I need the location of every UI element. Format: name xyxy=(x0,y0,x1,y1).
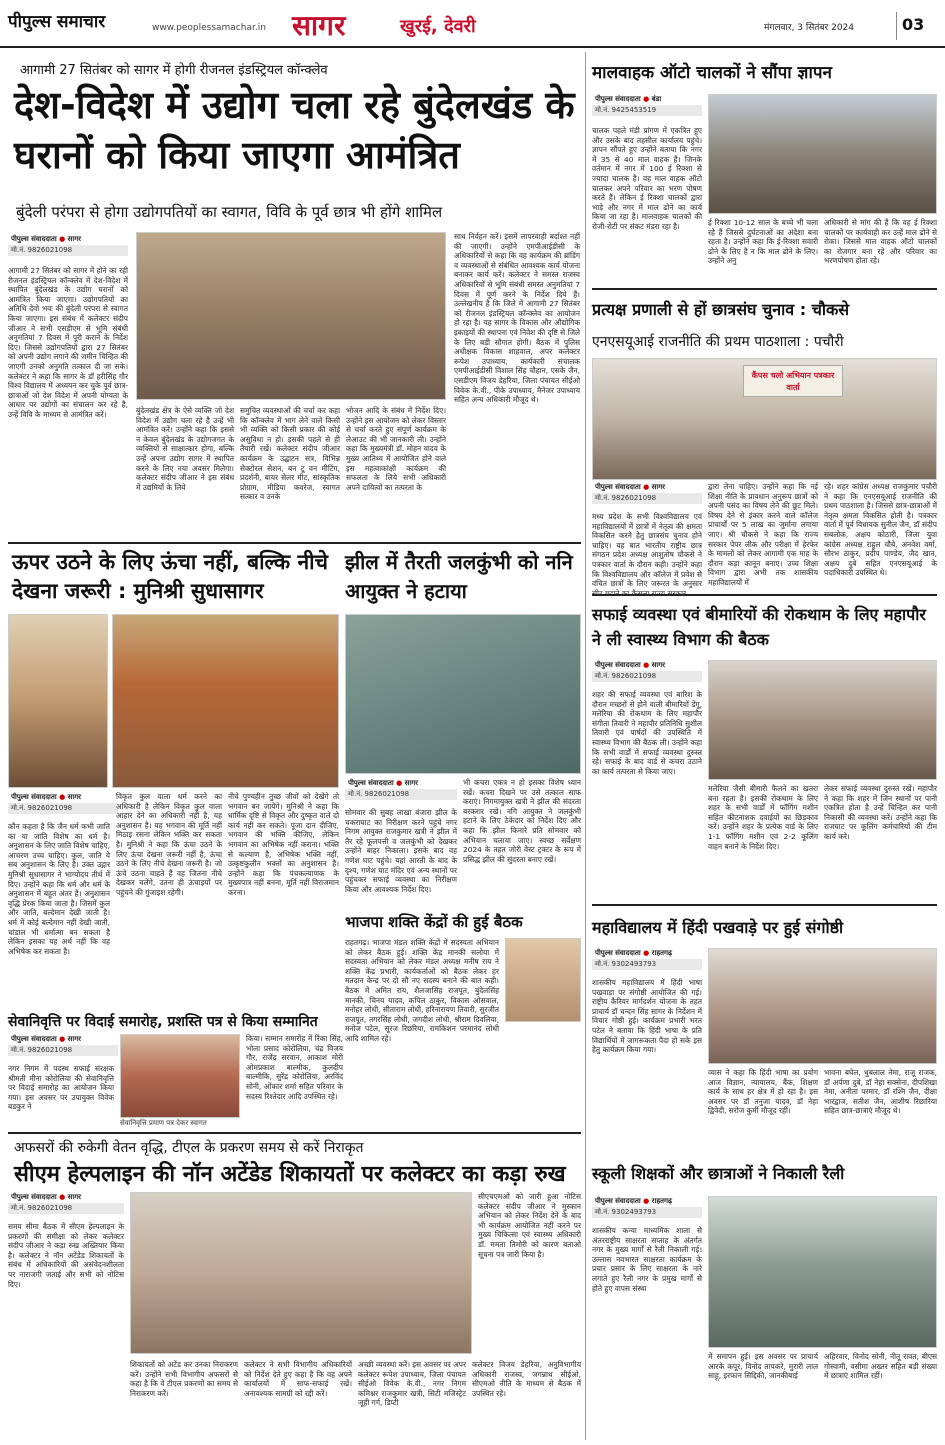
story-column-1: शासकीय महाविद्यालय में हिंदी भाषा पखवाड़ा पर संगोष्ठी आयोजित की गई। राष्ट्रीय कैरियर मार्गदर्शन योजना के तहत प्राचार्य डॉ चन्दन सिंह सागर के निर्देशन में विचार गोष्ठी हुई। कार्यक्रम प्रभारी भरत पटेल ने बताया कि हिंदी भाषा के प्रति विद्यार्थियों में जागरूकता पैदा हो सके इस हेतु कार्यक्रम किया गया। xyxy=(592,978,705,1055)
story-headline: सीएम हेल्पलाइन की नॉन अटेंडेड शिकायतों पर कलेक्टर का कड़ा रुख xyxy=(14,1162,566,1187)
story-column-3: भावना बघेल, धुबलाल नेमा, राजू राजक, डॉ अर्पणा दुबे, डॉ नेहा सक्सेना, दीपशिखा नेमा, अनीता परमार, डॉ रश्मि जैन, दीक्षा भारद्वाज, सतीश जैन, आशीष रिछारिया सहित छात्र-छात्राएं मौजूद थे। xyxy=(824,1068,940,1116)
story-headline: मालवाहक ऑटो चालकों ने सौंपा ज्ञापन xyxy=(592,63,832,83)
byline-place: राहतगढ़ xyxy=(651,949,672,957)
page-number-box xyxy=(896,12,926,40)
seminar-photo xyxy=(708,948,937,1064)
story-subhead: बुंदेली परंपरा से होगा उद्योगपतियों का स्वागत, विवि के पूर्व छात्र भी होंगे शामिल xyxy=(16,203,443,221)
story-column-2: शिकायतों को अटेंड कर उनका निराकरण करें। उन्होंने सभी विभागीय अफसरों से कहा है कि वे टीएल प्रकरणों का समय से निराकरण करें। xyxy=(130,1360,241,1398)
story-hindi-seminar xyxy=(592,908,940,1154)
story-column-2: भी कचरा एकत्र न हो इसका विशेष ध्यान रखें। कचरा दिखने पर उसे तत्काल साफ कराएं। निगमायुक्त खत्री ने झील की संदरता बरकरार रखे। नगि आयुक्त ने जलकुंभी हटाने के लिए ठेकेदार को निर्देश दिए और कहा कि झील किनारे प्रति सोमवार को अभियान चलाया जाए। स्वच्छ सर्वेक्षण 2024 के तहत जोरी वेस्ट ट्रक्टर के रूप में प्रसिद्ध झील की सुंदरता बनाए रखें। xyxy=(463,778,584,864)
byline: पीपुल्स संवाददाता xyxy=(11,793,57,801)
story-column-5: कलेक्टर विजय डेहरिया, अनुविभागीय अधिकारी राजस्व, जगन्नाथ सीईओ, सीएमओ नीति के माध्यम से बैठक में उपस्थित रहे। xyxy=(472,1360,584,1398)
story-text: राहतगढ़। भाजपा मंडल शक्ति केंद्रों में सदस्यता अभियान को लेकर बैठक हुई। शक्ति केंद्र मानकी सलोया में सदस्यता अभियान को लेकर मंडल अध्यक्ष मनीष राय ने शक्ति केंद्र प्रभारी, कार्यकर्ताओं को बैठक लेकर हर मतदान केन्द्र पर दो सौ नए सदस्य बनाने की बात कही। बैठक में अमित राय, शैलजासिंह राजपूत, बुंदेलसिंह मानकी, चिनय यादव, कपिल ठाकुर, विकास ओसवाल, मनोहर लोधी, सीताराम लोधी, हरिनारायण तिवारी, सुरजीत राजपूत, तगरसिंह लोधी, जगदीश लोधी, श्रीराम दिवलिया, मनोज पटेल, सूरज रिछरिया, रामकिशन परमानंद लोधी आदि शामिल रहे। xyxy=(345,938,502,1043)
story-mayor-meeting xyxy=(592,598,940,902)
byline-row: पीपुल्स संवाददाता ● सागर मो.नं. 9826021098 xyxy=(8,792,118,820)
story-column-1: शहर की सफाई व्यवस्था एवं बारिश के दौरान मच्छरों से होने वाली बीमारियों डेंगू, मलेरिया की रोकथाम के लिए महापौर संगीता तिवारी ने महापौर प्रतिनिधि सुशील तिवारी एवं पार्षदों की उपस्थिति में स्वास्थ्य विभाग की बैठक ली। उन्होंने कहा कि सभी वार्डों में सफाई व्यवस्था दुरुस्त रहे। सफाई के बाद वार्ड से कचरा उठाने का कार्य तत्परता से किया जाए। xyxy=(592,690,705,776)
section-rule xyxy=(592,288,937,290)
photo-caption: सेवानिवृत्ति प्रमाण पत्र देकर स्वागत xyxy=(120,1119,207,1127)
lake-photo xyxy=(345,614,581,774)
campaign-banner: कैंपस चलो अभियान पत्रकार वार्ता xyxy=(743,365,843,397)
byline-place: बंडा xyxy=(651,95,662,103)
story-auto-drivers xyxy=(592,54,940,286)
column-divider xyxy=(585,52,586,1440)
byline-place: सागर xyxy=(651,661,666,669)
mobile-number: मो.नं. 9826021098 xyxy=(8,803,118,814)
byline-place: सागर xyxy=(67,235,82,243)
story-column-1: सोमवार की सुबह लाखा बंजारा झील के चकराघाट का निरीक्षण करने पहुंचे नगर निगम आयुक्त राजकुमार खत्री ने झील में तैर रहे फूलपत्ती व जलकुंभी को देखकर उन्होंने बाहर निकाला। इसके बाद वह गणेश घाट पहुंचे। यहां आरती के बाद के दृश्य, गणेश घाट मंदिर एवं अन्य स्थानों पर पहुंचकर सफाई व्यवस्था का निरीक्षण किया और आवश्यक निर्देश दिए। xyxy=(345,808,460,894)
story-munishri xyxy=(8,546,342,1008)
byline-row: पीपुल्स संवाददाता ● सागर मो.नं. 9826021098 xyxy=(8,1034,118,1062)
story-retirement xyxy=(8,1010,346,1130)
byline: पीपुल्स संवाददाता xyxy=(595,95,641,103)
mobile-number: मो.नं. 9826021098 xyxy=(8,1045,118,1056)
story-cm-helpline xyxy=(8,1136,584,1440)
story-column-2: व्यास ने कहा कि हिंदी भाषा का प्रयोग आज विज्ञान, न्यायालय, बैंक, शिक्षण कार्य के साथ हर क्षेत्र में हो रहा है। इस अवसर पर डॉ तनुजा यादव, डॉ नेहा द्विवेदी, सरोज कुर्मी मौजूद रहीं। xyxy=(708,1068,821,1116)
byline-row: पीपुल्स संवाददाता ● सागर मो.नं. 9826021098 xyxy=(8,234,128,262)
mobile-number: मो.नं. 9826021098 xyxy=(345,789,457,800)
story-column-3: अहिरवार, विनोद सोनी, नीतू रावत, बीएस गोस्वामी, वसीमा अख्तर सहित बड़ी संख्या में छात्राएं शामिल रहीं। xyxy=(824,1352,940,1381)
city-title: सागर xyxy=(292,9,346,42)
story-column-2: विकृत कुल वाला धर्म करने का अधिकारी है लेकिन विकृत कुल वाला आहार देने का अधिकारी नहीं है, यह अनुशासन है। यह भगवान की मूर्ति नहीं मिठाइ रसना लेकिन भक्ति कर सकता है। मुनिश्री ने कहा कि ऊंचा उठने के लिए ऊंचा देखना जरूरी नहीं है, ऊंचा उठने के लिए नीचे देखना जरूरी है। जो ऊंचे उठना चाहते हैं वह जितना नीचे देखकर चलेंगे, उतना ही ऊंचाइयों पर पहुंचने की गुंजाइश रहेगी। xyxy=(116,792,225,897)
story-column-1: मध्य प्रदेश के सभी विश्वविद्यालय एवं महाविद्यालयों में छात्रों में नेतृत्व की क्षमता विकसित करने हेतु छात्रसंघ चुनाव होने चाहिए। यह बात भारतीय राष्ट्रीय छात्र संगठन प्रदेश अध्यक्ष आशुतोष चौकसे ने पत्रकार वार्ता के दौरान कही। उन्होंने कहा कि विश्वविद्यालय और कॉलेज में प्रवेश से वंचित छात्रों के लिए जरूरत के अनुसार xyxy=(592,512,702,589)
section-rule xyxy=(592,594,937,596)
story-column-2: किया। सम्मान समारोह में रिंका सिंह, भोला प्रसाद कोरोलिया, चंद्र विजय गौर, राजेंद्र सरवान, आकाश मोरी ओमप्रकाश बाल्मीक, कुलदीप बाल्मीकि, सुरेंद्र कोरोलिया, अरविंद सोनी, ओंकार शर्मा सहित परिवार के सदस्य रिश्तेदार आदि उपस्थित रहे। xyxy=(246,1034,346,1101)
mobile-number: मो.नं. 9826021098 xyxy=(8,1203,124,1214)
story-column-2: ई रिक्शा 10-12 साल के बच्चे भी चला रहे हैं जिससे दुर्घटनाओं का अंदेशा बना रहता है। उन्होंने कहा कि ई-रिक्शा सवारी ढोने के लिए है न कि माल ढोने के लिए। उन्होंने अनु xyxy=(708,218,821,266)
press-conference-photo xyxy=(592,358,937,480)
bjp-photo xyxy=(505,938,581,1022)
byline-place: सागर xyxy=(67,1193,82,1201)
byline-place: सागर xyxy=(404,779,419,787)
story-column-1: नगर निगम में पदस्थ सफाई संरक्षक श्रीमती मीना कोरोलिया की सेवानिवृत्ति पर विदाई समारोह का आयोजन किया गया। इस अवसर पर उपायुक्त विवेक बडकुर ने xyxy=(8,1064,117,1112)
story-column-1: आगामी 27 सितंबर को सागर में होने का रही रीजनल इंडस्ट्रियल कॉन्क्लेव में देश-विदेश में स्थापित बुंदेलखंड के उद्योग घरानों को आमंत्रित किया जाएगा। उद्योगपतियों का अतिथि देवो भवः की बुंदेली परंपरा से स्वागत किया जाएगा। इस संबंध में कलेक्टर संदीप जीआर ने सभी एसडीएम से भूमि संबंधी अनुमतियां 7 दिवस में पूरी कराने के निर्देश दिए। जिससे उद्योगपतियों द्वारा 27 सितंबर को अपनी उद्योग लगाने की जमीन चिन्हित की जाएगी उनको अनुमति तत्काल दी जा सके। कलेक्टर ने कहा कि सागर के डॉ हरीसिंह गौर विश्व विद्यालय में अध्ययन कर चुके पूर्व छात्र-छात्राओं जो देश विदेश में अपनी योग्यता के आधार पर उद्योगों का संचालन कर रहे है, उन्हें विवि के माध्यम से आमंत्रित करें। xyxy=(8,266,131,419)
story-column-5: साथ निर्वहन करें। इसमें लापरवाही बर्दाश्त नहीं की जाएगी। उन्होंने एमपीआईडीसी के अधिकारियों से कहा कि वह कार्यक्रम की ब्रांडिंग व व्यवस्थाओं से संबंधित आवश्यक कार्य योजना बनाकर कार्य करें। कलेक्टर ने समस्त राजस्व अधिकारियों से भूमि संबंधी समस्त अनुमतियां 7 दिवस में पूर्ण करने के निर्देश दिये हैं। उल्लेखनीय है कि जिले में आगामी 27 सितंबर को रीजनल इंडस्ट्रियल कॉन्क्लेव का आयोजन हो रहा है। यह सागर के विकास और औद्योगिक इकाइयों की स्थापना एवं निवेश की दृष्टि से जिले के लिए बड़ी सौगात होगी। बैठक में पुलिस अधीक्षक विकास शाहवाल, अपर कलेक्टर रूपेश उपाध्याय, कार्यकारी संचालक एमपीआईडीसी विशाल सिंह चौहान, एसके जैन, एसडीएम विजय डेहरिया, जिला पंचायत सीईओ विवेक के.वी., पीके उपाध्याय, मैनेजर उपाध्याय सहित अन्य अधिकारी मौजूद थे। xyxy=(454,232,583,405)
story-column-4: भोजन आदि के संबंध में निर्देश दिए। उन्होंने इस आयोजन को लेकर विस्तार से चर्चा करते हुए संपूर्ण कार्यक्रम के लेआउट की भी जानकारी ली। उन्होंने कहा कि मुख्यमंत्री डॉ. मोहन यादव के मुख्य आतिथ्य में आयोजित होने वाले इस महत्वाकांक्षी कार्यक्रम की सफलता के लिये सभी अधिकारी अपने दायित्वों का तत्परता के xyxy=(346,406,449,492)
byline-place: सागर xyxy=(67,1035,82,1043)
auto-drivers-photo xyxy=(708,94,937,214)
story-column-3: कलेक्टर ने सभी विभागीय अधिकारियों को निर्देश देते हुए कहा है कि वह अपने कार्यालयों में साफ-सफाई रखें। अनावश्यक सामग्री को रद्दी करें। xyxy=(244,1360,355,1398)
story-column-3: रहे। शहर कांग्रेस अध्यक्ष राजकुमार पचौरी ने कहा कि एनएसयूआई राजनीति की प्रथम पाठशाला है। जिससे छात्र-छात्राओं में नेतृत्व क्षमता विकसित होती है। पत्रकार वार्ता में पूर्व विधायक सुनील जैन, डॉ संदीप सबलोक, अक्षय कोठारी, जिला युवा कांग्रेस अध्यक्ष राहुल चौबे, अनवेश वर्मा, सौरभ ठाकुर, प्रदीप पाण्डेय, जैद खान, अक्षय दुबे सहित एनएसयूआई के पदाधिकारी उपस्थित थे। xyxy=(824,482,940,578)
retirement-photo xyxy=(120,1034,240,1118)
section-rule xyxy=(8,1132,581,1134)
munishri-photo xyxy=(8,614,108,788)
story-headline: ऊपर उठने के लिए ऊंचा नहीं, बल्कि नीचे देखना जरूरी : मुनिश्री सुधासागर xyxy=(12,550,328,603)
byline-row: पीपुल्स संवाददाता ● सागर मो.नं. 9826021098 xyxy=(592,660,702,688)
mobile-number: मो.नं. 9826021098 xyxy=(592,493,702,504)
byline: पीपुल्स संवाददाता xyxy=(11,1193,57,1201)
website: www.peoplessamachar.in xyxy=(152,23,266,33)
byline-place: राहतगढ़ xyxy=(651,1197,672,1205)
story-conclave xyxy=(8,54,581,542)
byline: पीपुल्स संवाददाता xyxy=(595,661,641,669)
story-headline: सफाई व्यवस्था एवं बीमारियों की रोकथाम के लिए महापौर ने ली स्वास्थ्य विभाग की बैठक xyxy=(592,605,926,649)
story-column-1: चालक पहले मंडी प्रांगण में एकत्रित हुए और उसके बाद तहसील कार्यालय पहुंचे। ज्ञापन सौंपते हुए उन्होंने बताया कि नगर में 35 से 40 माल वाहक हैं। जिनके वर्तमान में नगर में 100 ई रिक्शा से ज्यादा चालक है। वह माल वाहक ऑटो चालकर अपने परिवार का भरण पोषण करते हैं। लेकिन ई रिक्शा चालकों द्वारा भाड़े और नगर में माल ढोने का कार्य किया जा रहा है। मालवाहक चालकों की रोजी-रोटी पर संकट मंडरा रहा है। xyxy=(592,126,705,231)
story-column-3: अधिकारी से मांग की है कि वह ई रिक्शा चालकों पर कार्यवाही कर उन्हें माल ढोने से रोका। जिससे माल वाहक ऑटो चालकों का रोजगार बना रहे और परिवार का भरणपोषण होता रहे। xyxy=(824,218,940,266)
story-column-1: समय सीमा बैठक में सीएम हेल्पलाइन के प्रकरणों की समीक्षा को लेकर कलेक्टर संदीप जीआर ने कड़ा रुख अख्तियार किया है। कलेक्टर ने नॉन अटेंडेड शिकायतों के संबंध में अधिकारियों की असंवेदनशीलता पर नाराजगी जताई और सभी को नोटिस दिए। xyxy=(8,1222,127,1289)
story-headline: सेवानिवृत्ति पर विदाई समारोह, प्रशस्ति पत्र से किया सम्मानित xyxy=(8,1014,318,1030)
notice-sidebar: सीएचएमओ को जारी हुआ नोटिस कलेक्टर संदीप जीआर ने मुस्कान अभियान को लेकर निर्देश देने के बाद भी कार्यक्रम आयोजित नहीं करने पर मुख्य चिकित्सा एवं स्वास्थ्य अधिकारी डॉ. ममता तिमोरी को कारण बताओ सूचना पत्र जारी किया है। xyxy=(478,1192,584,1259)
helpline-meeting-photo xyxy=(130,1192,472,1354)
rally-photo xyxy=(708,1196,937,1348)
mobile-number: मो.नं. 9302493793 xyxy=(592,1207,702,1218)
page-date: मंगलवार, 3 सितंबर 2024 xyxy=(764,23,855,33)
section-rule xyxy=(592,904,937,906)
masthead xyxy=(0,0,945,48)
story-headline: झील में तैरती जलकुंभी को ननि आयुक्त ने हटाया xyxy=(345,550,573,603)
audience-photo xyxy=(112,614,339,788)
mayor-meeting-photo xyxy=(708,660,937,780)
story-lake xyxy=(345,546,584,906)
story-column-2: मलेरिया जैसी बीमारी फैलने का खतरा बना रहता है। इसकी रोकथाम के लिए शहर के सभी वार्डों में फॉगिंग मशीन सहित कीटनाशक दवाईयों का छिड़काव करें। उन्होंने शहर के प्रत्येक वार्ड के लिए 1-1 फॉगिंग मशीन एवं 2-2 कूलिंग वाहन बनाने के निर्देश दिए। xyxy=(708,784,821,851)
story-headline: भाजपा शक्ति केंद्रों की हुई बैठक xyxy=(345,913,523,931)
paper-name: पीपुल्स समाचार xyxy=(8,12,106,32)
byline-row: पीपुल्स संवाददाता ● राहतगढ़ मो.नं. 9302493793 xyxy=(592,948,702,976)
story-kicker: अफसरों की रुकेगी वेतन वृद्धि, टीएल के प्रकरण समय से करें निराकृत xyxy=(14,1140,364,1156)
byline-row: पीपुल्स संवाददाता ● सागर मो.नं. 9826021098 xyxy=(592,482,702,510)
story-column-2: में समापन हुई। इस अवसर पर प्राचार्य आरके कपूर, विनोद तापकरे, मुरारी लाल साहू, इरफान सिद्दिकी, जानकीबाई xyxy=(708,1352,821,1381)
mobile-number: मो.नं. 9425453519 xyxy=(592,105,702,116)
story-subhead: एनएसयूआई राजनीति की प्रथम पाठशाला : पचौरी xyxy=(592,334,844,350)
story-column-3: समुचित व्यवस्थाओं की चर्चा कर कहा कि कॉन्क्लेव में भाग लेने वाले किसी भी व्यक्ति को किसी प्रकार की कोई असुविधा न हो। इसकी पहले से ही तैयारी रखें। कलेक्टर संदीप जीआर कार्यक्रम के उद्घाटन सत्र, विभिन्न सेक्टोरल सेशन, बन टू वन मीटिंग, प्रदर्शनी, बायर सेलर मीट, सांस्कृतिक प्रोग्राम, मीडिया कवरेज, स्वागत सत्कार व उनके xyxy=(240,406,343,502)
story-column-4: अच्छी व्यवस्था करें। इस अवसर पर अपर कलेक्टर रूपेश उपाध्याय, जिला पंचायत सीईओ विवेक के.वी., नगर निगम कमिश्नर राजकुमार खत्री, सिटी मजिस्ट्रेट जूही गर्ग, डिप्टी xyxy=(358,1360,469,1408)
byline: पीपुल्स संवाददाता xyxy=(11,235,57,243)
subtowns: खुरई, देवरी xyxy=(400,16,476,37)
byline-row: पीपुल्स संवाददाता ● सागर मो.नं. 9826021098 xyxy=(8,1192,124,1220)
story-headline: महाविद्यालय में हिंदी पखवाड़े पर हुई संगोष्ठी xyxy=(592,918,844,937)
section-rule xyxy=(8,542,581,544)
story-column-1: कौन कहता है कि जैन धर्म कभी जाति का या जाति विशेष का धर्म है। अनुशासन के लिए जाति विशेष चाहिए, आचरण उच्च चाहिए। कुल, जाति ये सब अनुशासन के लिए है। उक्त उद्गार मुनिश्री सुधासागर ने भाग्योदय तीर्थ में दिए। उन्होंने कहा कि धर्म और धर्म के अनुशासन में बहुत अंतर है। अनुशासन वृद्धि प्रेरक किया जाता है। जिसमें कुल और जाति, बल्देमान देखी जाती है। धर्म में कोई बल्देमान नहीं देखी जाती, चांडाल भी धर्मात्मा बन सकता है लेकिन इसका यह अर्थ नहीं कि वह अभिषेक कर सकता है। xyxy=(8,822,113,956)
story-column-3: नीचे पुण्यहीन तुच्छ जीवों को देखेंगे तो भगवान बन जायेंगे। मुनिश्री ने कहा कि धार्मिक दृष्टि से विकृत और दुष्कृत वाले दो कार्य नहीं कर सकते। पूजा दान दीजिए, भगवान की भक्ति कीजिए, लेकिन भगवान का अभिषेक नहीं कराना। भक्ति से कल्याण है, अभिषेक भक्ति नहीं, उत्कृष्टकुलीन भक्तों का अनुशासन है। उन्होंने कहा कि पंचकल्याणक के मुख्यपात्र नहीं बनना, मूर्ति नहीं विराजमान करना। xyxy=(228,792,342,897)
story-student-union xyxy=(592,292,940,592)
story-headline: स्कूली शिक्षकों और छात्राओं ने निकाली रैली xyxy=(592,1164,845,1183)
story-bjp-meeting xyxy=(345,910,581,1110)
meeting-photo xyxy=(136,232,446,400)
story-school-rally xyxy=(592,1156,940,1440)
story-kicker: आगामी 27 सितंबर को सागर में होगी रीजनल इंडस्ट्रियल कॉन्क्लेव xyxy=(20,63,328,78)
byline-row: पीपुल्स संवाददाता ● सागर मो.नं. 9826021098 xyxy=(345,778,457,806)
byline: पीपुल्स संवाददाता xyxy=(595,483,641,491)
byline-place: सागर xyxy=(67,793,82,801)
paper-logo xyxy=(8,9,148,35)
byline: पीपुल्स संवाददाता xyxy=(595,949,641,957)
byline: पीपुल्स संवाददाता xyxy=(11,1035,57,1043)
byline-row: पीपुल्स संवाददाता ● बंडा मो.नं. 9425453519 xyxy=(592,94,702,122)
story-column-1: शासकीय कन्या माध्यमिक शाला से अंतरराष्ट्रीय साक्षरता सप्ताह के अंतर्गत नगर के मुख्य मार्गों से रैली निकाली गई। उल्लास नवभारत साक्षरता कार्यक्रम के प्रचार प्रसार के लिए साक्षरता के नारे लगाते हुए रैली नगर के प्रमुख मार्गों से होते हुए वापस संस्था xyxy=(592,1226,705,1293)
mobile-number: मो.नं. 9826021098 xyxy=(592,671,702,682)
page-number: 03 xyxy=(902,15,925,34)
story-headline: प्रत्यक्ष प्रणाली से हों छात्रसंघ चुनाव : चौकसे xyxy=(592,300,850,319)
mobile-number: मो.नं. 9826021098 xyxy=(8,245,128,256)
story-column-2: बुंदेलखंड क्षेत्र के ऐसे व्यक्ति जो देश विदेश में उद्योग चला रहे है उन्हें भी आमंत्रित करें। उन्होंने कहा कि इससे न केवल बुंदेलखंड के उद्योगजगत के व्यक्तियों से साक्षात्कार होगा, बल्कि उन्हें अपना उद्योग सागर में स्थापित करने के लिए नया अवसर मिलेगा। कलेक्टर संदीप जीआर ने इस संबंध में उद्यमियों के लिये xyxy=(136,406,237,492)
byline: पीपुल्स संवाददाता xyxy=(348,779,394,787)
story-column-3: लेकर सफाई व्यवस्था दुरुस्त रखें। महापौर ने कहा कि शहर में जिन स्थानों पर पानी एकत्रित होता है उन्हें चिन्हित कर पानी निकासी की व्यवस्था करें। उन्होंने कहा कि राजघाट पर कूलिंग कर्मचारियों की टीम कार्य करे। xyxy=(824,784,940,841)
story-headline: देश-विदेश में उद्योग चला रहे बुंदेलखंड के घरानों को किया जाएगा आमंत्रित xyxy=(14,83,575,177)
story-column-2: द्वारा लेना चाहिए। उन्होंने कहा कि नई शिक्षा नीति के प्रावधान अनुरूप छात्रों को अपनी पसंद का विषय लेने की छूट मिले। विषय देने से इंकार करने वाले कॉलेज प्राचार्यों पर 5 लाख का जुर्माना लगाया जाए। श्री चौकसे ने कहा कि राज्य सरकार पेपर लीक और परीक्षा में हेरफेर के मामलों को लेकर आगामी एक माह के दौरान कड़ा कानून बनाए। उच्च शिक्षा विभाग द्वारा अभी तक शासकीय महाविद्यालयों में xyxy=(708,482,821,587)
byline: पीपुल्स संवाददाता xyxy=(595,1197,641,1205)
byline-place: सागर xyxy=(651,483,666,491)
byline-row: पीपुल्स संवाददाता ● राहतगढ़ मो.नं. 9302493793 xyxy=(592,1196,702,1224)
mobile-number: मो.नं. 9302493793 xyxy=(592,959,702,970)
